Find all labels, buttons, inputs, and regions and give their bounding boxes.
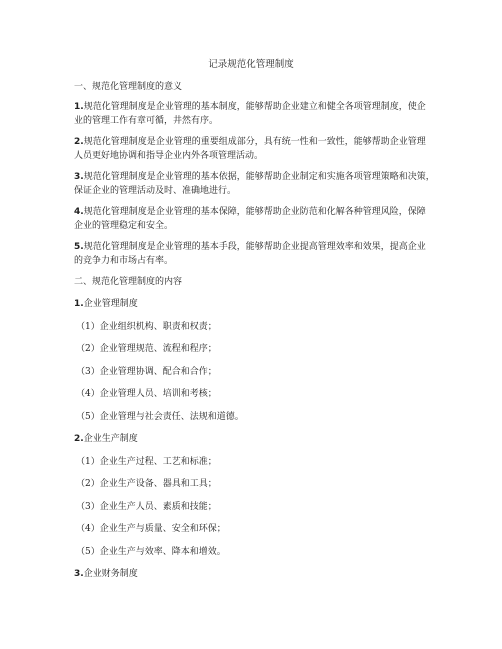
subsection-title: 企业生产制度 <box>83 434 138 444</box>
paragraph-2-line-2: 人员更好地协调和指导企业内外各项管理活动。 <box>74 151 264 161</box>
list-item: （1）企业生产过程、工艺和标准； <box>76 457 217 467</box>
subsection-title: 企业管理制度 <box>83 299 138 309</box>
list-item: （3）企业生产人员、素质和技能； <box>76 502 217 512</box>
subsection-number: 2. <box>74 434 84 444</box>
list-item: （5）企业生产与效率、降本和增效。 <box>76 547 226 557</box>
list-item: （1）企业组织机构、职责和权责； <box>76 322 217 332</box>
section-heading-1: 一、规范化管理制度的意义 <box>74 82 183 92</box>
subsection-heading-1 <box>74 298 138 311</box>
list-item: （5）企业管理与社会责任、法规和道德。 <box>76 412 244 422</box>
paragraph-3-line-2: 保证企业的管理活动及时、准确地进行。 <box>74 186 237 196</box>
paragraph-4-line-2: 企业的管理稳定和安全。 <box>74 221 174 231</box>
list-item: （4）企业生产与质量、安全和环保； <box>76 524 226 534</box>
paragraph-number: 2. <box>74 137 84 147</box>
list-item: （3）企业管理协调、配合和合作； <box>76 367 217 377</box>
paragraph-5-line-2: 的竞争力和市场占有率。 <box>74 256 174 266</box>
paragraph-4-line-1 <box>74 206 426 219</box>
paragraph-number: 4. <box>74 207 84 217</box>
paragraph-number: 3. <box>74 172 84 182</box>
paragraph-1-line-1 <box>74 101 426 114</box>
paragraph-text: 规范化管理制度是企业管理的基本制度，能够帮助企业建立和健全各项管理制度，使企 <box>83 102 426 112</box>
paragraph-2-line-1 <box>74 136 426 149</box>
subsection-heading-3 <box>74 568 138 581</box>
paragraph-number: 5. <box>74 242 84 252</box>
subsection-number: 3. <box>74 569 84 579</box>
list-item: （2）企业生产设备、器具和工具； <box>76 479 217 489</box>
list-item: （2）企业管理规范、流程和程序； <box>76 344 217 354</box>
paragraph-3-line-1 <box>74 171 435 184</box>
list-item: （4）企业管理人员、培训和考核； <box>76 389 217 399</box>
paragraph-text: 规范化管理制度是企业管理的基本手段，能够帮助企业提高管理效率和效果，提高企业 <box>83 242 426 252</box>
paragraph-text: 规范化管理制度是企业管理的基本保障，能够帮助企业防范和化解各种管理风险，保障 <box>83 207 426 217</box>
paragraph-1-line-2: 业的管理工作有章可循，井然有序。 <box>74 116 219 126</box>
subsection-number: 1. <box>74 299 84 309</box>
paragraph-5-line-1 <box>74 241 426 254</box>
paragraph-text: 规范化管理制度是企业管理的基本依据，能够帮助企业制定和实施各项管理策略和决策， <box>83 172 435 182</box>
document-title: 记录规范化管理制度 <box>208 59 294 70</box>
subsection-heading-2 <box>74 433 138 446</box>
section-heading-2: 二、规范化管理制度的内容 <box>74 277 183 287</box>
subsection-title: 企业财务制度 <box>83 569 138 579</box>
paragraph-number: 1. <box>74 102 84 112</box>
paragraph-text: 规范化管理制度是企业管理的重要组成部分，具有统一性和一致性，能够帮助企业管理 <box>83 137 426 147</box>
